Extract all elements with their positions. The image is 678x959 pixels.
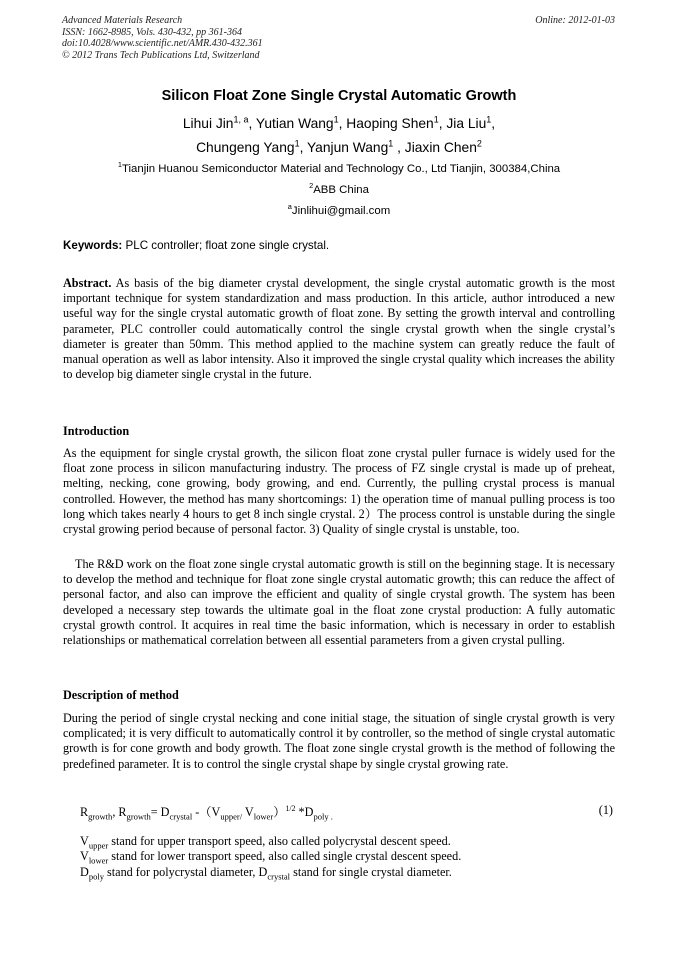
equation-1: $R_{growth}$, $R_{growth}= D_{crystal}$ $-(V_{upper/}$ $V_{lower})^{1/2}$ $*D_{poly .}$ bbox=[80, 803, 333, 822]
author-line-2: Chungeng Yang$^1$, Yanjun Wang$^1$ , Jiaxin Chen$^2$ bbox=[196, 138, 482, 155]
author-affil-mark: 1 bbox=[333, 114, 339, 125]
keywords-text: PLC controller; float zone single crystal. bbox=[125, 239, 330, 252]
author-name: Yanjun Wang bbox=[306, 140, 389, 155]
journal-header bbox=[62, 15, 263, 61]
online-date: Online: 2012-01-03 bbox=[535, 15, 615, 26]
author-affil-mark: 1 bbox=[486, 114, 492, 125]
section-heading-introduction: Introduction bbox=[63, 424, 130, 438]
issn-line: ISSN: 1662-8985, Vols. 430-432, pp 361-364 bbox=[62, 26, 242, 38]
definition-d-poly: $D_{poly}$ stand for polycrystal diameter, $D_{crystal}$ stand for single crystal diameter. bbox=[80, 864, 452, 882]
definition-v-upper: $V_{upper}$ stand for upper transport speed, also called polycrystal descent speed. bbox=[80, 834, 451, 851]
doi-line: doi:10.4028/www.scientific.net/AMR.430-432.361 bbox=[62, 38, 263, 49]
author-name: Jia Liu bbox=[446, 116, 487, 131]
abstract-label: Abstract. bbox=[63, 276, 112, 290]
author-name: Chungeng Yang bbox=[196, 140, 295, 155]
journal-name: Advanced Materials Research bbox=[62, 15, 183, 26]
author-affil-mark: 1 bbox=[433, 114, 439, 125]
author-email: $^a$Jinlihui@gmail.com bbox=[287, 202, 391, 217]
copyright-line: © 2012 Trans Tech Publications Ltd, Switzerland bbox=[62, 49, 260, 61]
abstract bbox=[63, 276, 615, 382]
method-paragraph-1: During the period of single crystal necking and cone initial stage, the situation of single crystal growth is very complicated; it is very difficult to automatically control it by controller, so the method of single crystal automatic growth is for cone growth and body growth. The float zone single crystal growth is the method of following the predefined parameter. It is to control the single crystal shape by single crystal growing rate. bbox=[63, 711, 615, 771]
keywords bbox=[63, 239, 329, 252]
author-affil-mark: 2 bbox=[476, 138, 482, 149]
author-name: Lihui Jin bbox=[182, 116, 234, 131]
affiliation-1: $^1$Tianjin Huanou Semiconductor Material and Technology Co., Ltd Tianjin, 300384,China bbox=[117, 160, 561, 175]
paper-title: Silicon Float Zone Single Crystal Automatic Growth bbox=[161, 88, 517, 104]
intro-paragraph-2: The R&D work on the float zone single crystal automatic growth is still on the beginning stage. It is necessary to develop the method and technique for float zone single crystal automatic growth; this can reduce the affect of personal factor, and also can improve the efficient and quality of single crystal growth. The system has been developed a necessary step towards the ultimate goal in the float zone crystal production: A fully automatic crystal growth control. It acquires in real time the basic information, which is necessary in order to establish relationships or mathematical correlation between all essential parameters from a given crystal pulling. bbox=[63, 557, 615, 648]
author-affil-mark: 1, a bbox=[233, 114, 249, 125]
keywords-label: Keywords: bbox=[63, 239, 123, 252]
author-line-1: Lihui Jin$^{1, a}$, Yutian Wang$^1$, Haoping Shen$^1$, Jia Liu$^1$, bbox=[182, 114, 496, 131]
abstract-text: As basis of the big diameter crystal development, the single crystal automatic growth is the most important technique for system standardization and mass production. In this article, author introduced a new useful way for the single crystal automatic growth of float zone. By setting the growth interval and controlling parameter, PLC controller could automatically control the single crystal growth when the single crystal’s diameter is greater than 50mm. This method applied to the machine system can greatly reduce the fault of manual operation as well as labor intensity. Also it improved the single crystal quality which increases the ability to develop big diameter single crystal in the future. bbox=[63, 276, 615, 382]
author-name: Yutian Wang bbox=[255, 116, 334, 131]
author-affil-mark: 1 bbox=[388, 138, 394, 149]
author-name: Jiaxin Chen bbox=[404, 140, 477, 155]
author-name: Haoping Shen bbox=[346, 116, 434, 131]
variable-definitions bbox=[80, 834, 461, 880]
intro-paragraph-1: As the equipment for single crystal growth, the silicon float zone crystal puller furnace is widely used for the float zone process in silicon manufacturing industry. The process of FZ single crystal is made up of preheat, melting, necking, cone growing, body growing, and end. Currently, the pulling crystal process is manual controlled. However, the method has many shortcomings: 1) the operation time of manual pulling process is too long which takes nearly 4 hours to get 8 inch single crystal. 2）The process control is unstable during the single crystal growing period because of personal factor. 3) Quality of single crystal is unstable, too. bbox=[63, 446, 615, 537]
definition-v-lower: $V_{lower}$ stand for lower transport speed, also called single crystal descent speed. bbox=[80, 849, 462, 866]
section-heading-method: Description of method bbox=[63, 688, 179, 702]
equation-number: (1) bbox=[598, 803, 613, 817]
author-affil-mark: 1 bbox=[294, 138, 300, 149]
affiliation-2: $^2$ABB China bbox=[309, 181, 369, 196]
